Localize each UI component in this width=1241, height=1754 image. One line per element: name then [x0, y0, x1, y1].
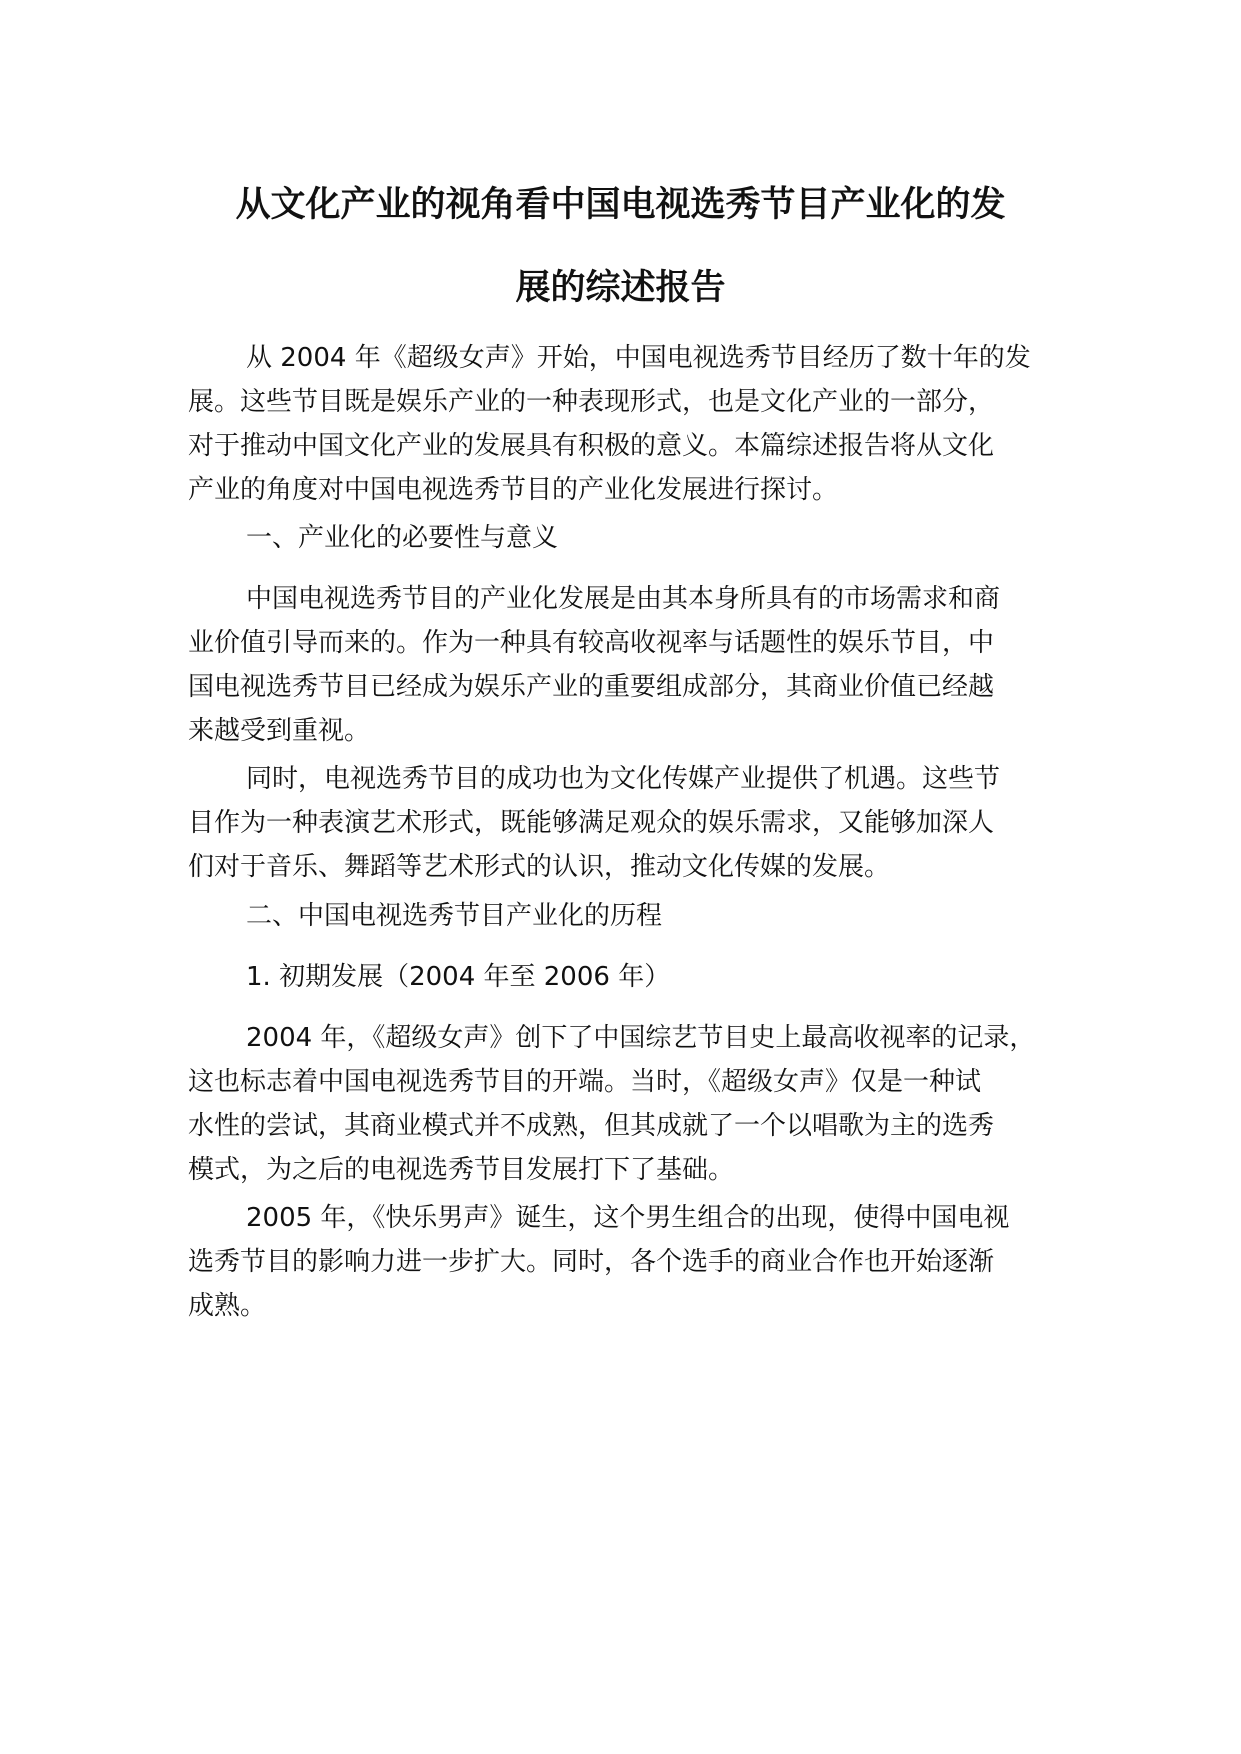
paragraph-line: 这也标志着中国电视选秀节目的开端。当时，《超级女声》仅是一种试 [188, 1067, 982, 1097]
paragraph-necessity [188, 577, 1000, 753]
paragraph-line: 业价值引导而来的。作为一种具有较高收视率与话题性的娱乐节目，中 [188, 628, 995, 658]
heading-text: 二、中国电视选秀节目产业化的历程 [246, 901, 663, 931]
paragraph-intro [188, 336, 1031, 512]
paragraph-line: 水性的尝试，其商业模式并不成熟，但其成就了一个以唱歌为主的选秀 [188, 1111, 995, 1141]
paragraph-2005 [188, 1196, 1009, 1328]
paragraph-line: 产业的角度对中国电视选秀节目的产业化发展进行探讨。 [188, 475, 839, 505]
paragraph-line: 们对于音乐、舞蹈等艺术形式的认识，推动文化传媒的发展。 [188, 852, 891, 882]
heading-text: 一、产业化的必要性与意义 [246, 523, 559, 553]
section-heading-1 [188, 516, 558, 560]
paragraph-line: 同时，电视选秀节目的成功也为文化传媒产业提供了机遇。这些节 [246, 764, 1001, 794]
paragraph-line: 目作为一种表演艺术形式，既能够满足观众的娱乐需求，又能够加深人 [188, 808, 995, 838]
paragraph-2004 [188, 1016, 1035, 1192]
paragraph-line: 来越受到重视。 [188, 716, 371, 746]
document-title-line-2: 展的综述报告 [515, 268, 726, 308]
paragraph-line: 成熟。 [188, 1291, 267, 1321]
section-heading-2 [188, 894, 662, 938]
subsection-heading-1 [188, 955, 670, 999]
paragraph-line: 展。这些节目既是娱乐产业的一种表现形式，也是文化产业的一部分， [188, 387, 995, 417]
paragraph-line: 2004 年，《超级女声》创下了中国综艺节目史上最高收视率的记录， [246, 1023, 1036, 1053]
document-title-line-1: 从文化产业的视角看中国电视选秀节目产业化的发 [235, 185, 1006, 225]
paragraph-line: 国电视选秀节目已经成为娱乐产业的重要组成部分，其商业价值已经越 [188, 672, 995, 702]
paragraph-line: 模式，为之后的电视选秀节目发展打下了基础。 [188, 1155, 735, 1185]
paragraph-line: 选秀节目的影响力进一步扩大。同时，各个选手的商业合作也开始逐渐 [188, 1247, 995, 1277]
paragraph-line: 对于推动中国文化产业的发展具有积极的意义。本篇综述报告将从文化 [188, 431, 995, 461]
paragraph-line: 中国电视选秀节目的产业化发展是由其本身所具有的市场需求和商 [246, 584, 1001, 614]
paragraph-opportunity [188, 757, 1000, 889]
paragraph-line: 2005 年，《快乐男声》诞生，这个男生组合的出现，使得中国电视 [246, 1203, 1010, 1233]
paragraph-line: 从 2004 年《超级女声》开始，中国电视选秀节目经历了数十年的发 [246, 343, 1031, 373]
heading-text: 1. 初期发展（2004 年至 2006 年） [246, 962, 671, 992]
